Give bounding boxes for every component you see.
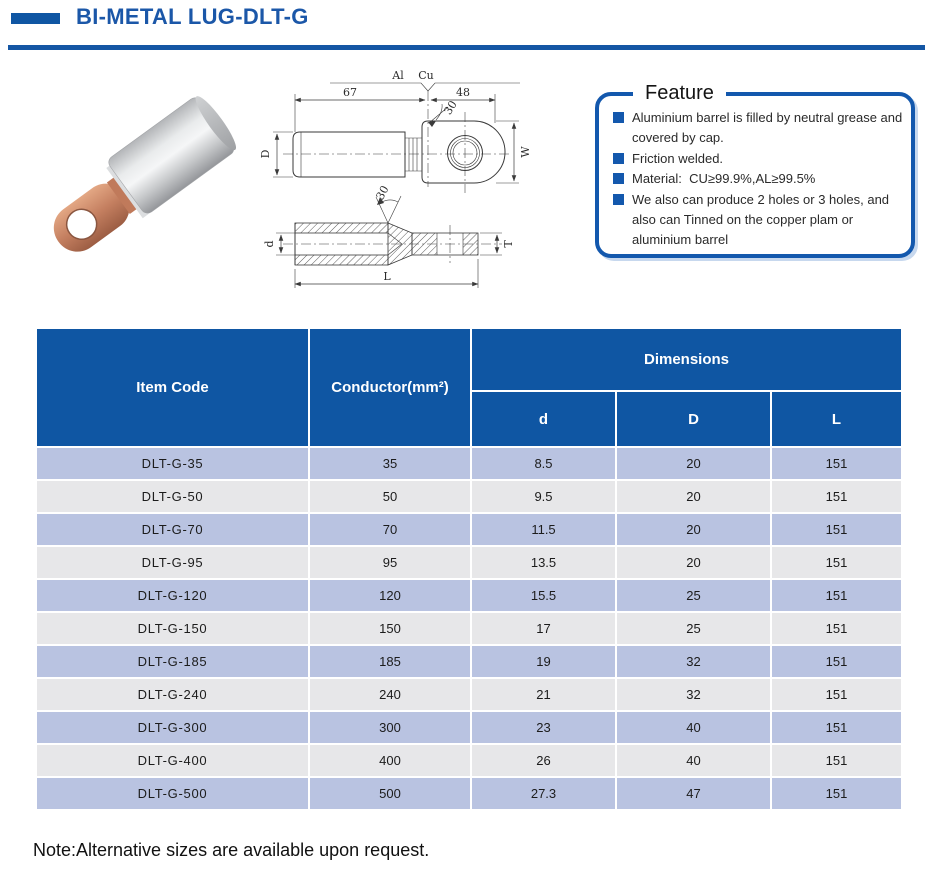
dim-L-cell: 151 [825, 786, 848, 801]
angle-30-section: 30 [373, 183, 392, 202]
item-code-cell: DLT-G-500 [137, 786, 208, 801]
dim-D-cell: 40 [686, 720, 701, 735]
feature-title: Feature [633, 82, 726, 105]
conductor-cell: 70 [382, 522, 398, 537]
table-row [37, 613, 901, 644]
item-code-cell: DLT-G-400 [137, 753, 208, 768]
feature-item: Friction welded. [613, 149, 903, 169]
dim-d-cell: 9.5 [534, 489, 553, 504]
dim-L-cell: 151 [825, 456, 848, 471]
dim-d-cell: 19 [536, 654, 551, 669]
label-cu: Cu [418, 69, 434, 82]
dim-d-cell: 23 [536, 720, 551, 735]
feature-item: We also can produce 2 holes or 3 holes, and also can Tinned on the copper plam or aluminium barrel [613, 190, 903, 249]
footer-note: Note:Alternative sizes are available upon request. [33, 840, 430, 860]
col-header-L: L [772, 392, 901, 446]
dim-D-cell: 40 [686, 753, 701, 768]
dim-48: 48 [456, 86, 470, 99]
technical-drawing [250, 50, 595, 308]
item-code-cell: DLT-G-150 [137, 621, 208, 636]
item-code-cell: DLT-G-300 [137, 720, 208, 735]
palm-outline [422, 121, 505, 183]
dim-d-cell: 21 [536, 687, 551, 702]
col-header-conductor: Conductor(mm²) [310, 329, 470, 446]
dim-D-cell: 20 [686, 555, 701, 570]
dim-L-label: L [383, 270, 391, 283]
dim-d-cell: 17 [536, 621, 551, 636]
conductor-cell: 500 [379, 786, 401, 801]
dim-L-cell: 151 [825, 489, 848, 504]
bullet-square-icon [613, 194, 624, 205]
table-row [37, 481, 901, 512]
table-row [37, 448, 901, 479]
angle-30-top: 30 [441, 98, 460, 118]
dim-L-cell: 151 [825, 720, 848, 735]
dim-D-cell: 47 [686, 786, 701, 801]
col-header-item-code: Item Code [37, 329, 308, 446]
item-code-cell: DLT-G-35 [141, 456, 204, 471]
table-row [37, 778, 901, 809]
dim-L-cell: 151 [825, 555, 848, 570]
conductor-cell: 240 [379, 687, 401, 702]
spec-table [35, 327, 903, 811]
conductor-cell: 400 [379, 753, 401, 768]
dim-d-cell: 27.3 [530, 786, 557, 801]
dim-d-label: d [263, 240, 276, 248]
dim-D-cell: 32 [686, 654, 701, 669]
feature-item: Aluminium barrel is filled by neutral grease and covered by cap. [613, 108, 903, 148]
dim-L-cell: 151 [825, 588, 848, 603]
conductor-cell: 50 [382, 489, 398, 504]
dim-d-cell: 8.5 [534, 456, 553, 471]
dim-L-cell: 151 [825, 687, 848, 702]
table-row [37, 514, 901, 545]
bullet-square-icon [613, 112, 624, 123]
item-code-cell: DLT-G-120 [137, 588, 208, 603]
barrel-outline [293, 132, 405, 177]
conductor-cell: 95 [382, 555, 398, 570]
col-header-d: d [472, 392, 615, 446]
conductor-cell: 185 [379, 654, 401, 669]
item-code-cell: DLT-G-70 [141, 522, 204, 537]
spec-table-body [37, 448, 901, 809]
table-row [37, 580, 901, 611]
dim-d-cell: 26 [536, 753, 551, 768]
table-row [37, 646, 901, 677]
dim-D-cell: 25 [686, 588, 701, 603]
col-header-dimensions: Dimensions [472, 329, 901, 390]
dim-T-label: T [502, 240, 515, 248]
table-row [37, 679, 901, 710]
bullet-square-icon [613, 173, 624, 184]
col-header-D: D [617, 392, 770, 446]
conductor-cell: 35 [382, 456, 398, 471]
table-row [37, 745, 901, 776]
dim-L-cell: 151 [825, 654, 848, 669]
conductor-cell: 120 [379, 588, 401, 603]
table-row [37, 712, 901, 743]
dim-d-cell: 15.5 [530, 588, 557, 603]
dim-D-cell: 20 [686, 489, 701, 504]
conductor-cell: 150 [379, 621, 401, 636]
page-title: BI-METAL LUG-DLT-G [76, 4, 309, 29]
bullet-square-icon [613, 153, 624, 164]
dim-L-cell: 151 [825, 753, 848, 768]
dim-67: 67 [343, 86, 357, 99]
dim-W-label: W [519, 146, 532, 158]
feature-item: Material: CU≥99.9%,AL≥99.5% [613, 169, 903, 189]
feature-list [599, 96, 911, 249]
product-photo [18, 70, 268, 285]
conductor-cell: 300 [379, 720, 401, 735]
dim-L-cell: 151 [825, 621, 848, 636]
brand-rect-icon [11, 13, 60, 24]
item-code-cell: DLT-G-95 [141, 555, 204, 570]
table-row [37, 547, 901, 578]
dim-D-cell: 20 [686, 456, 701, 471]
dim-D-cell: 25 [686, 621, 701, 636]
label-al: Al [392, 69, 404, 82]
item-code-cell: DLT-G-50 [141, 489, 204, 504]
dim-L-cell: 151 [825, 522, 848, 537]
dim-d-cell: 13.5 [530, 555, 557, 570]
item-code-cell: DLT-G-185 [137, 654, 208, 669]
feature-box [595, 82, 915, 258]
item-code-cell: DLT-G-240 [137, 687, 208, 702]
dim-d-cell: 11.5 [531, 522, 556, 537]
dim-D-label: D [259, 149, 272, 159]
dim-D-cell: 32 [686, 687, 701, 702]
dim-D-cell: 20 [686, 522, 701, 537]
